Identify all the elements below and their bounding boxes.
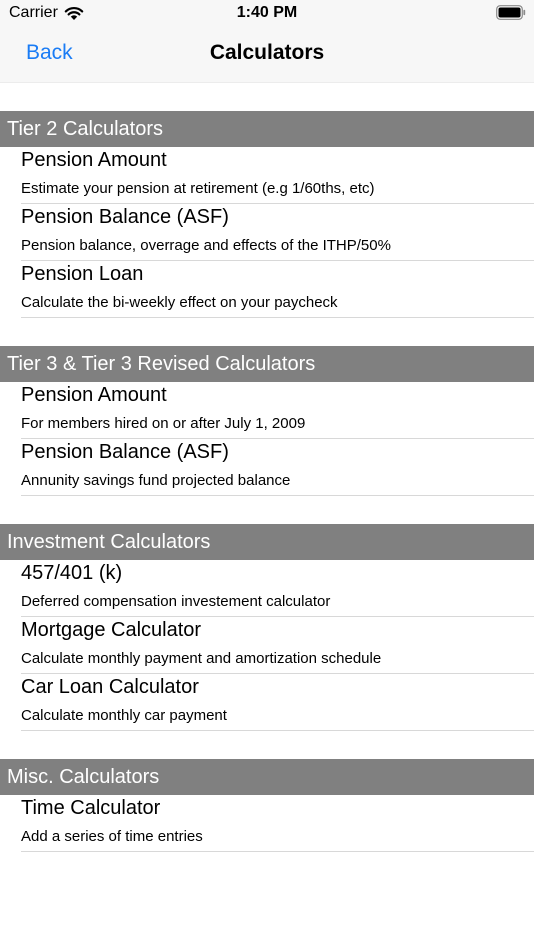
navigation-bar (0, 26, 534, 83)
row-title: Pension Amount (21, 149, 167, 171)
row-separator (21, 495, 534, 496)
row-title: Car Loan Calculator (21, 676, 199, 698)
row-title: 457/401 (k) (21, 562, 123, 584)
row-subtitle: Deferred compensation investement calculator (21, 593, 331, 610)
row-tier2-pension-amount[interactable] (0, 147, 534, 204)
row-title: Pension Amount (21, 384, 167, 406)
section-header-misc: Misc. Calculators (0, 759, 534, 795)
row-subtitle: Pension balance, overrage and effects of the ITHP/50% (21, 237, 391, 254)
row-title: Mortgage Calculator (21, 619, 202, 641)
back-button[interactable]: Back (26, 41, 73, 64)
row-title: Pension Loan (21, 263, 144, 285)
row-mortgage-calculator[interactable] (0, 617, 534, 674)
carrier-label: Carrier (9, 4, 58, 21)
row-separator (21, 317, 534, 318)
section-header-investment: Investment Calculators (0, 524, 534, 560)
row-subtitle: Annunity savings fund projected balance (21, 472, 291, 489)
row-457-401k[interactable] (0, 560, 534, 617)
row-time-calculator[interactable] (0, 795, 534, 852)
row-title: Time Calculator (21, 797, 161, 819)
row-separator (21, 730, 534, 731)
row-subtitle: Calculate monthly car payment (21, 707, 227, 724)
section-header-tier-2: Tier 2 Calculators (0, 111, 534, 147)
row-subtitle: Estimate your pension at retirement (e.g 1/60ths, etc) (21, 180, 375, 197)
status-bar (0, 0, 534, 26)
status-time: 1:40 PM (236, 4, 298, 21)
row-subtitle: Add a series of time entries (21, 828, 203, 845)
row-car-loan-calculator[interactable] (0, 674, 534, 731)
row-title: Pension Balance (ASF) (21, 206, 229, 228)
row-tier2-pension-balance[interactable] (0, 204, 534, 261)
battery-icon (496, 5, 526, 20)
row-tier2-pension-loan[interactable] (0, 261, 534, 318)
row-tier3-pension-balance[interactable] (0, 439, 534, 496)
row-subtitle: Calculate monthly payment and amortization schedule (21, 650, 382, 667)
section-header-tier-3: Tier 3 & Tier 3 Revised Calculators (0, 346, 534, 382)
row-tier3-pension-amount[interactable] (0, 382, 534, 439)
row-subtitle: For members hired on or after July 1, 2009 (21, 415, 306, 432)
row-title: Pension Balance (ASF) (21, 441, 229, 463)
row-subtitle: Calculate the bi-weekly effect on your paycheck (21, 294, 338, 311)
page-title: Calculators (209, 41, 325, 64)
row-separator (21, 851, 534, 852)
